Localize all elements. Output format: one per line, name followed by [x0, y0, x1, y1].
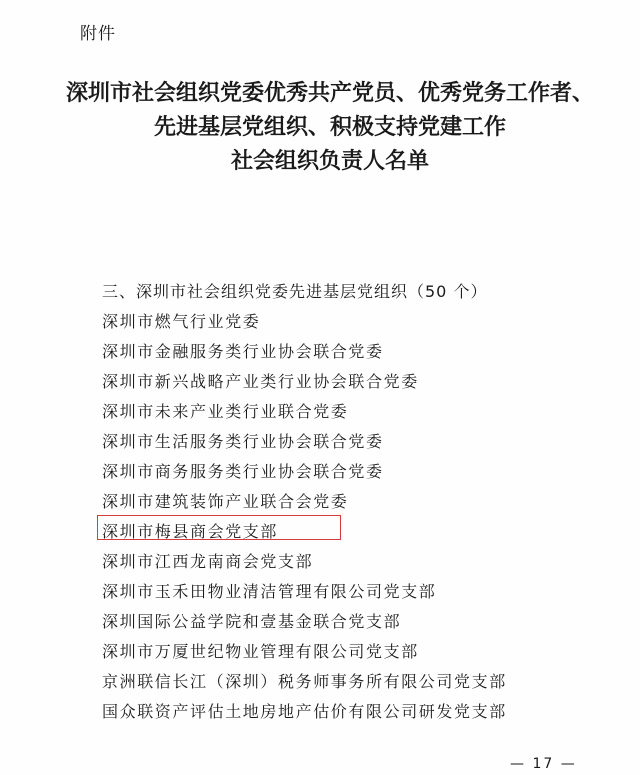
list-item: 深圳市商务服务类行业协会联合党委: [102, 462, 384, 481]
page-number: — 17 —: [510, 756, 577, 772]
title-line-1: 深圳市社会组织党委优秀共产党员、优秀党务工作者、: [65, 80, 594, 106]
list-item: 深圳市新兴战略产业类行业协会联合党委: [102, 372, 419, 391]
list-item: 深圳国际公益学院和壹基金联合党支部: [102, 612, 402, 631]
document-title: [60, 76, 600, 178]
list-item: 深圳市建筑装饰产业联合会党委: [102, 492, 349, 511]
list-item-highlighted: 深圳市梅县商会党支部: [102, 522, 279, 541]
list-item: 深圳市生活服务类行业协会联合党委: [102, 432, 384, 451]
title-line-3: 社会组织负责人名单: [230, 148, 429, 174]
list-item: 深圳市万厦世纪物业管理有限公司党支部: [102, 642, 419, 661]
list-item: 国众联资产评估土地房地产估价有限公司研发党支部: [102, 702, 507, 721]
list-item: 深圳市玉禾田物业清洁管理有限公司党支部: [102, 582, 437, 601]
list-item: 深圳市未来产业类行业联合党委: [102, 402, 349, 421]
section-heading: 三、深圳市社会组织党委先进基层党组织（50 个）: [102, 282, 488, 301]
list-item: 深圳市江西龙南商会党支部: [102, 552, 314, 571]
title-line-2: 先进基层党组织、积极支持党建工作: [153, 114, 506, 140]
list-item: 京洲联信长江（深圳）税务师事务所有限公司党支部: [102, 672, 507, 691]
list-item: 深圳市金融服务类行业协会联合党委: [102, 342, 384, 361]
list-item: 深圳市燃气行业党委: [102, 312, 261, 331]
attachment-label: 附件: [80, 24, 116, 44]
highlight-box: [97, 515, 341, 540]
